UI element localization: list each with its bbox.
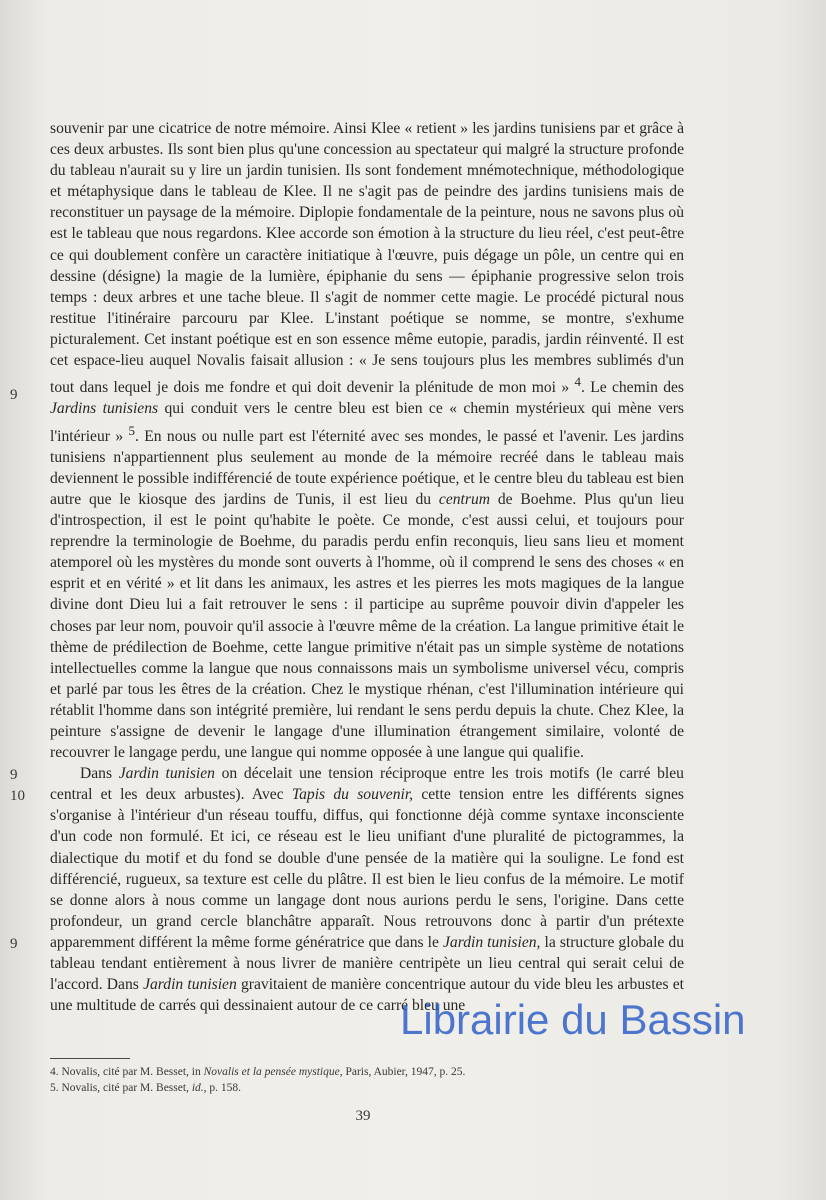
paragraph: souvenir par une cicatrice de notre mémoire. Ainsi Klee « retient » les jardins tunisiens par et grâce à ces deux arbustes. Ils sont bien plus qu'une concession au spectateur qui malgré la structure profonde du tableau n'aurait su y lire un jardin tunisien. Ils sont fondement mnémotechnique, méthodologique et métaphysique dans le tableau de Klee. Il ne s'agit pas de peindre des jardins tunisiens mais de reconstituer un paysage de la mémoire. Diplopie fondamentale de la peinture, nous ne savons plus où est le tableau que nous regardons. Klee accorde son émotion à la structure du lieu réel, c'est peut-être ce qui doublement confère un caractère initiatique à l'œuvre, puis dégage un pôle, un centre qui en dessine (désigne) la magie de la lumière, épiphanie du sens — épiphanie progressive selon trois temps : deux arbres et une tache bleue. Il s'agit de nommer cette magie. Le procédé pictural nous restitue l'itinéraire parcouru par Klee. L'instant poétique se nomme, se montre, s'exhume picturalement. Cet instant poétique est en son essence même eutopie, paradis, jardin réinventé. Il est cet espace-lieu auquel Novalis faisait allusion : « Je sens toujours plus les membres sublimés d'un tout dans lequel je dois me fondre et qui doit devenir la plénitude de mon moi » $^4$. Le chemin des Jardins tunisiens qui conduit vers le centre bleu est bien ce « chemin mystérieux qui mène vers l'intérieur » $^5$. En nous ou nulle part est l'éternité avec ses mondes, le passé et l'avenir. Les jardins tunisiens n'appartiennent plus seulement au monde de la mémoire recréé dans le tableau mais deviennent le possible indifférencié de toute expérience poétique, et le centre bleu du tableau est bien autre que le kiosque des jardins de Tunis, il est lieu du centrum de Boehme. Plus qu'un lieu d'introspection, il est le point qu'habite le poète. Ce monde, c'est aussi celui, et toujours pour reprendre la terminologie de Boehme, du paradis perdu enfin reconquis, lieu sans lieu et moment atemporel où les mystères du monde sont ouverts à l'homme, où il comprend le sens des choses « en esprit et en vérité » et lit dans les animaux, les astres et les pierres les mots magiques de la langue divine dont Dieu lui a fait retrouver le sens : il participe au suprême pouvoir divin d'appeler les choses par leur nom, pouvoir qu'il associe à l'œuvre même de la création. La langue primitive était le thème de prédilection de Boehme, cette langue primitive n'était pas un simple système de notations intellectuelles comme la langue que nous connaissons mais un symbolisme universel vécu, compris et parlé par tous les êtres de la création. Chez le mystique rhénan, c'est l'illumination intérieure qui rétablit l'homme dans son intégrité première, lui rendant le sens perdu depuis la chute. Chez Klee, la peinture s'assigne de devenir le langage d'une illumination étrangement similaire, volonté de recouvrer le langage perdu, une langue qui nomme opposée à une langue qui qualifie. <box>50 120 684 762</box>
footnote-ref: 4 <box>574 374 581 390</box>
watermark-text: Librairie du Bassin <box>400 996 746 1043</box>
footnotes <box>50 1064 690 1096</box>
footnote-ref: 5 <box>128 422 135 438</box>
body-text <box>50 118 684 1016</box>
margin-number: 10 <box>10 788 25 804</box>
margin-number: 9 <box>10 387 18 403</box>
margin-number: 9 <box>10 767 18 783</box>
page-number: 39 <box>355 1108 371 1124</box>
paragraph: Dans Jardin tunisien on décelait une tension réciproque entre les trois motifs (le carré bleu central et les deux arbustes). Avec Tapis du souvenir, cette tension entre les différents signes s'organise à l'intérieur d'un réseau touffu, diffus, qui fonctionne déjà comme syntaxe inconsciente d'un code non formulé. Et ici, ce réseau est le lieu unifiant d'une pluralité de pictogrammes, la dialectique du motif et du fond se double d'une pensée de la matière qui la souligne. Le fond est différencié, rugueux, sa texture est celle du plâtre. Il est bien le lieu confus de la mémoire. Le motif se donne alors à nous comme un langage dont nous aurions perdu le sens, l'origine. Dans cette profondeur, un grand cercle blanchâtre apparaît. Nous retrouvons donc à partir d'un prétexte apparemment différent la même forme génératrice que dans le Jardin tunisien, la structure globale du tableau tendant entièrement à nous livrer de manière centripète un lieu central qui serait celui de l'accord. Dans Jardin tunisien gravitaient de manière concentrique autour du vide bleu les arbustes et une multitude de carrés qui dessinaient autour de ce carré bleu une <box>50 765 684 1015</box>
footnote-divider <box>50 1058 130 1059</box>
footnote-5: 5. Novalis, cité par M. Besset, id., p. 158. <box>50 1082 242 1094</box>
margin-number: 9 <box>10 936 18 952</box>
footnote-4: 4. Novalis, cité par M. Besset, in Novalis et la pensée mystique, Paris, Aubier, 1947, p. 25. <box>50 1066 466 1078</box>
